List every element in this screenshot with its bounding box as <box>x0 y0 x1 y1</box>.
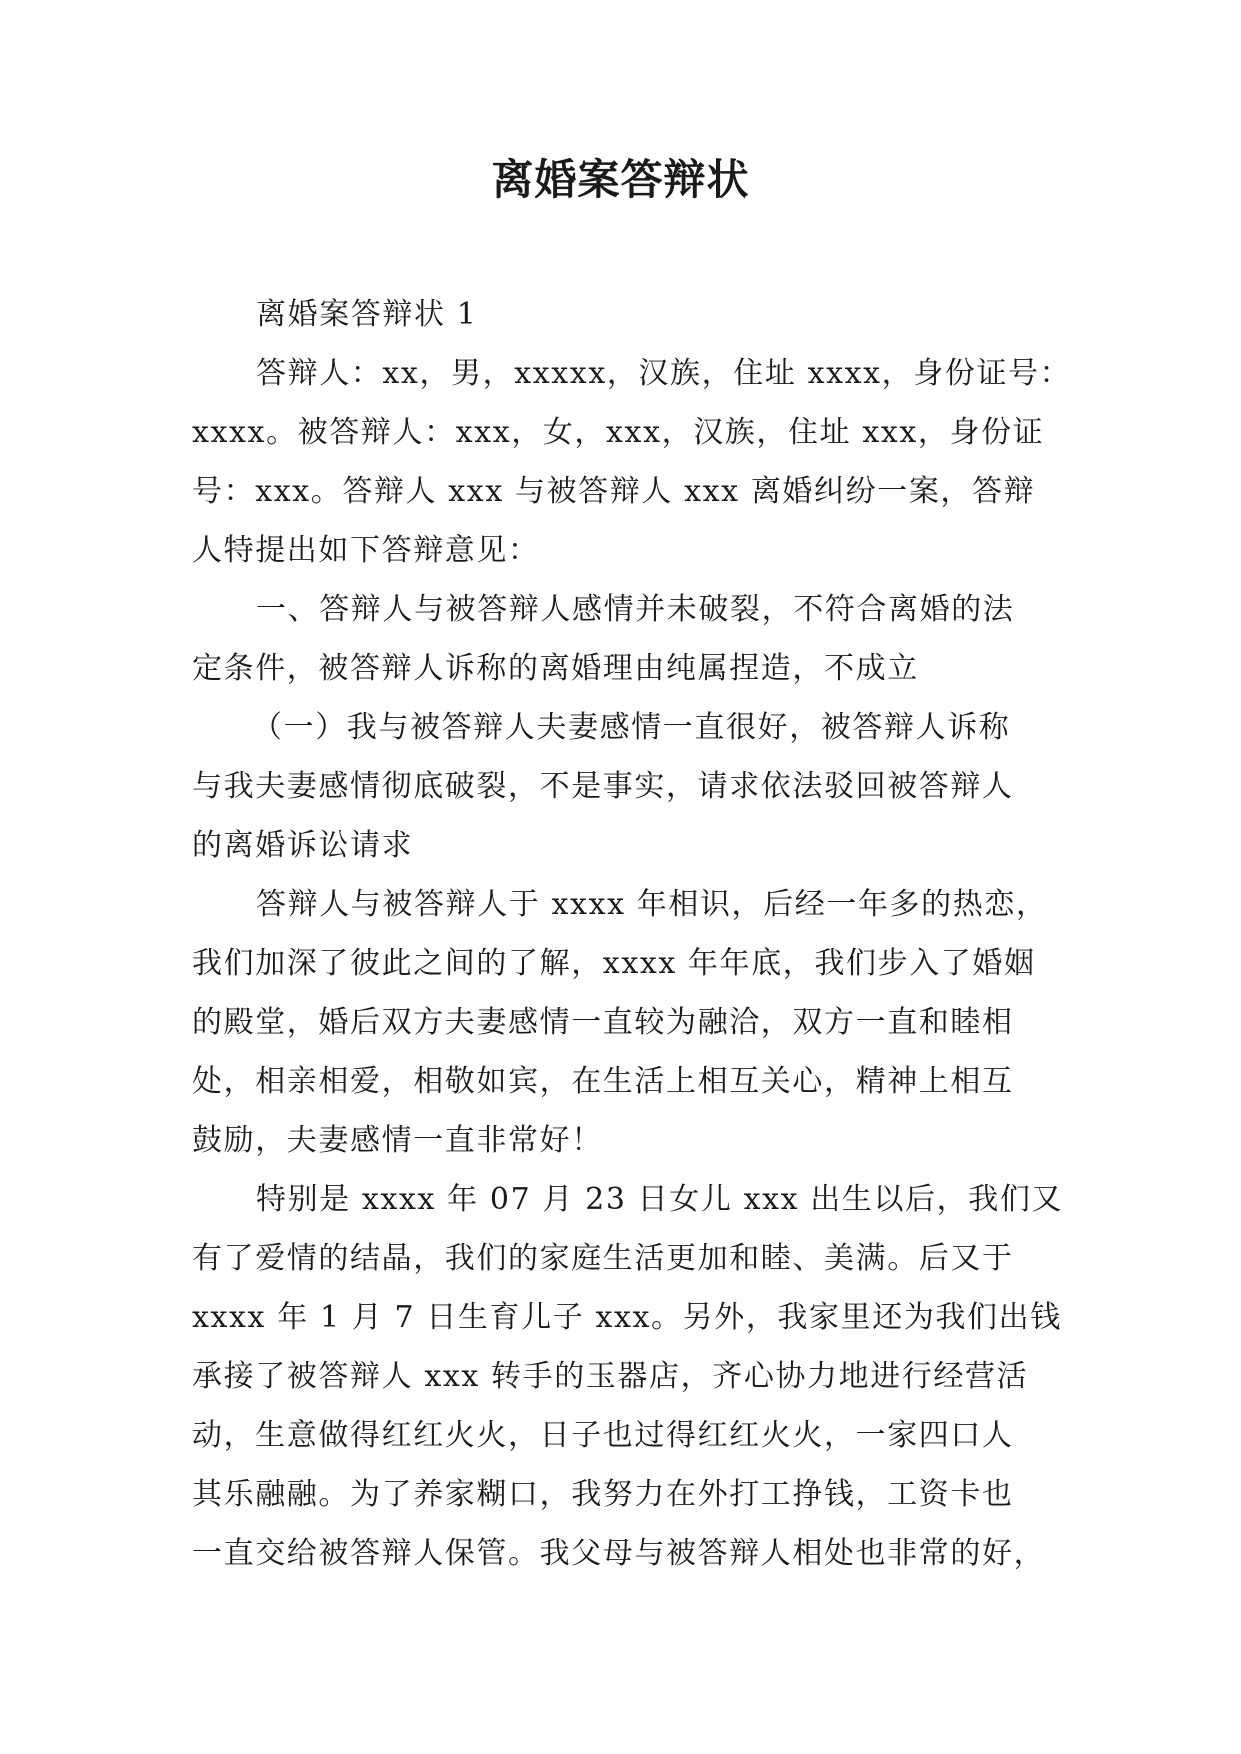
text-line: 定条件，被答辩人诉称的离婚理由纯属捏造，不成立 <box>192 651 919 686</box>
text-line: xxxx。被答辩人：xxx，女，xxx，汉族，住址 xxx，身份证 <box>192 415 1045 450</box>
text-line: 答辩人：xx，男，xxxxx，汉族，住址 xxxx，身份证号： <box>256 356 1072 391</box>
text-line: 号：xxx。答辩人 xxx 与被答辩人 xxx 离婚纠纷一案，答辩 <box>192 474 1036 509</box>
text-line: 承接了被答辩人 xxx 转手的玉器店，齐心协力地进行经营活 <box>192 1359 1029 1394</box>
text-line: 处，相亲相爱，相敬如宾，在生活上相互关心，精神上相互 <box>192 1064 1014 1099</box>
text-line: 的殿堂，婚后双方夫妻感情一直较为融洽，双方一直和睦相 <box>192 1005 1014 1040</box>
text-line: 的离婚诉讼请求 <box>192 828 414 863</box>
text-line: 我们加深了彼此之间的了解，xxxx 年年底，我们步入了婚姻 <box>192 946 1036 981</box>
section-heading: 离婚案答辩状 1 <box>256 297 478 332</box>
document-title: 离婚案答辩状 <box>491 155 750 204</box>
document-body <box>192 285 1072 1583</box>
text-line: 鼓励，夫妻感情一直非常好！ <box>192 1123 603 1158</box>
text-line: 与我夫妻感情彻底破裂，不是事实，请求依法驳回被答辩人 <box>192 769 1014 804</box>
text-line: 答辩人与被答辩人于 xxxx 年相识，后经一年多的热恋， <box>256 887 1048 922</box>
text-line: 其乐融融。为了养家糊口，我努力在外打工挣钱，工资卡也 <box>192 1477 1014 1512</box>
text-line: xxxx 年 1 月 7 日生育儿子 xxx。另外，我家里还为我们出钱 <box>192 1300 1062 1335</box>
text-line: （一）我与被答辩人夫妻感情一直很好，被答辩人诉称 <box>252 710 1011 745</box>
text-line: 特别是 xxxx 年 07 月 23 日女儿 xxx 出生以后，我们又 <box>256 1182 1064 1217</box>
text-line: 一、答辩人与被答辩人感情并未破裂，不符合离婚的法 <box>256 592 1015 627</box>
text-line: 动，生意做得红红火火，日子也过得红红火火，一家四口人 <box>192 1418 1014 1453</box>
text-line: 人特提出如下答辩意见： <box>192 533 540 568</box>
text-line: 有了爱情的结晶，我们的家庭生活更加和睦、美满。后又于 <box>192 1241 1014 1276</box>
text-line: 一直交给被答辩人保管。我父母与被答辩人相处也非常的好， <box>192 1536 1046 1571</box>
